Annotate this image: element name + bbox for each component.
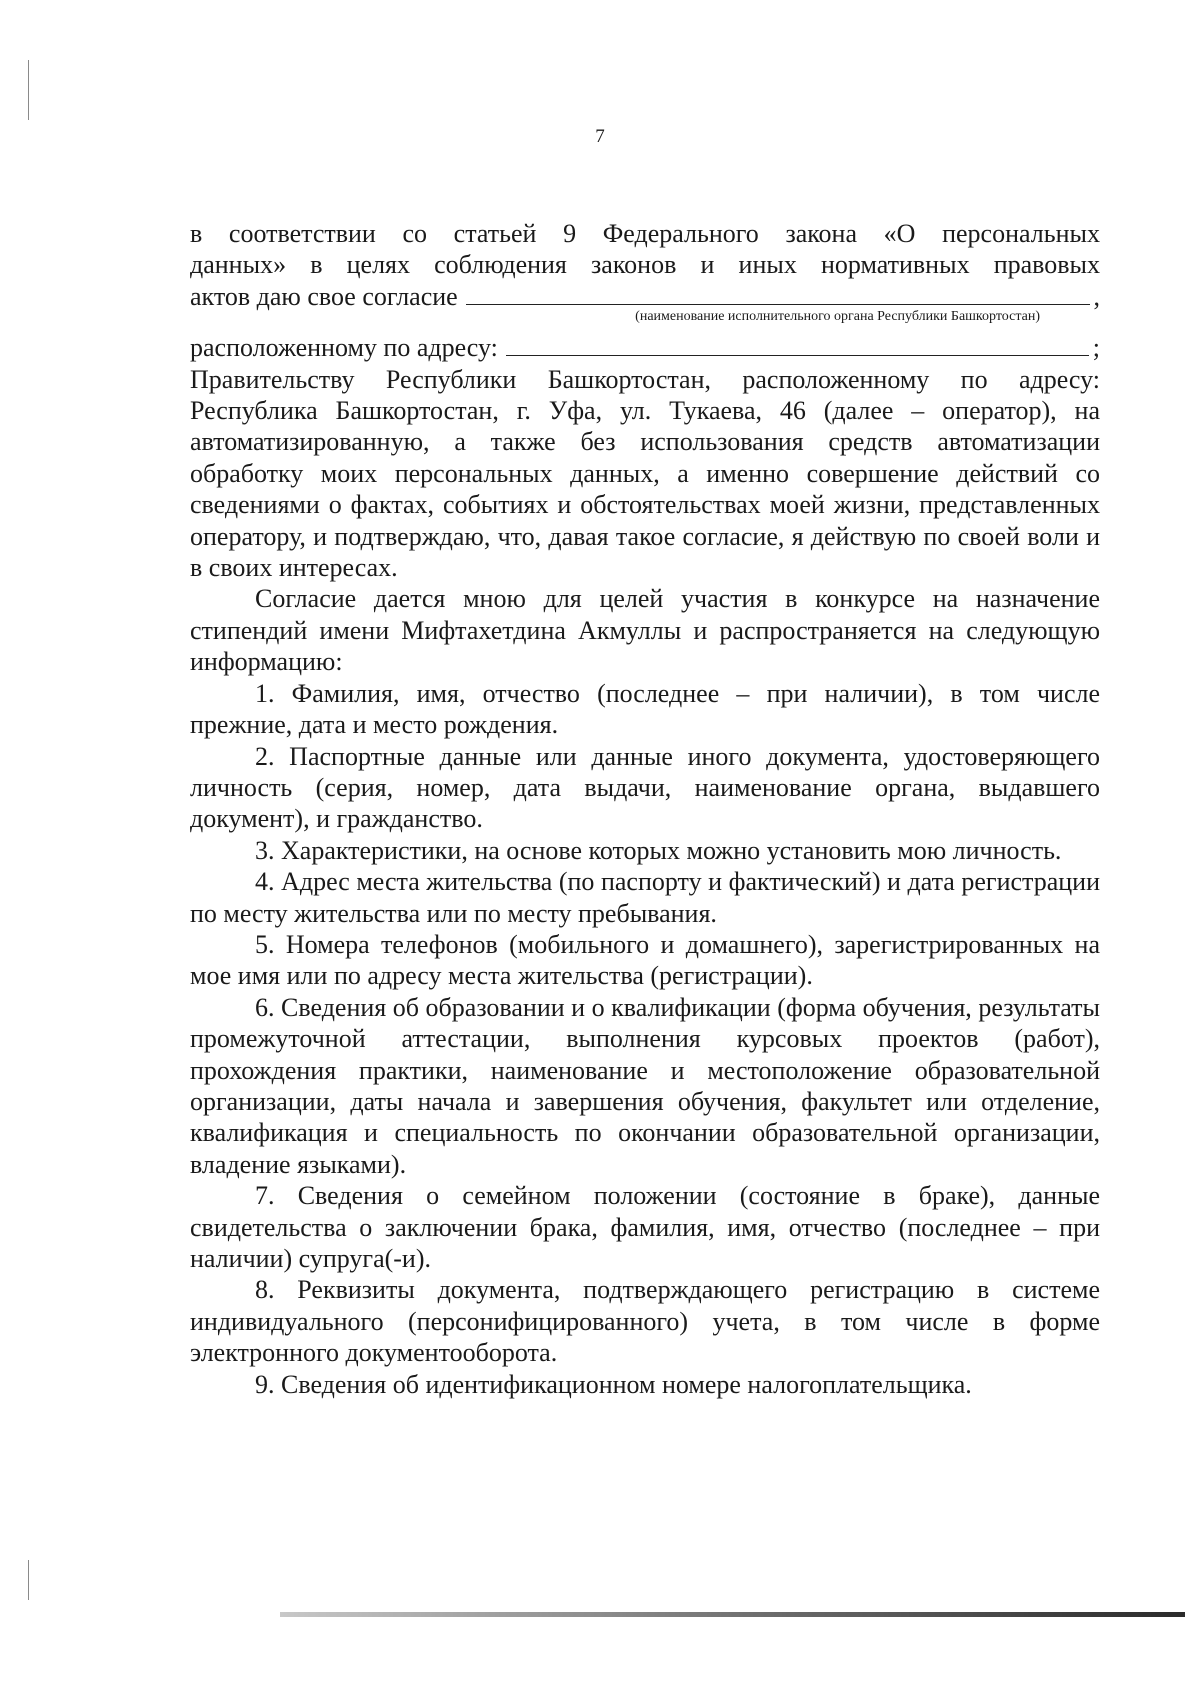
list-item: 2. Паспортные данные или данные иного документа, удостоверяющего личность (серия, номер, дата выдачи, наименование органа, выдавшего документ), и гражданство. [190, 741, 1100, 834]
purpose-paragraph: Согласие дается мною для целей участия в конкурсе на назначение стипендий имени Мифтахетдина Акмуллы и распространяется на следующую информацию: [190, 584, 1100, 677]
list-item: 7. Сведения о семейном положении (состояние в браке), данные свидетельства о заключении брака, фамилия, имя, отчество (последнее – при наличии) супруга(-и). [190, 1181, 1100, 1273]
scan-edge-mark [28, 60, 29, 120]
list-item: 6. Сведения об образовании и о квалификации (форма обучения, результаты промежуточной аттестации, выполнения курсовых проектов (работ), прохождения практики, наименование и местоположение образовательной организации, даты начала и завершения обучения, факультет или отделение, квалификация и специальность по окончании образовательной организации, владение языками). [190, 992, 1100, 1179]
intro-line-1: в соответствии со статьей 9 Федерального закона «О персональных [190, 219, 1100, 248]
list-item: 5. Номера телефонов (мобильного и домашнего), зарегистрированных на мое имя или по адресу места жительства (регистрации). [190, 929, 1100, 991]
consent-organ-blank[interactable] [466, 303, 1090, 305]
intro-paragraph: Правительству Республики Башкортостан, расположенному по адресу: Республика Башкортостан, г. Уфа, ул. Тукаева, 46 (далее – оператор), на автоматизированную, а также без использования средств автоматизации обработку моих персональных данных, а именно совершение действий со сведениями о фактах, событиях и обстоятельствах моей жизни, представленных оператору, и подтверждаю, что, давая такое согласие, я действую по своей воли и в своих интересах. [190, 364, 1100, 583]
list-item: 3. Характеристики, на основе которых можно установить мою личность. [255, 835, 1062, 865]
list-item: 1. Фамилия, имя, отчество (последнее – при наличии), в том числе прежние, дата и место рождения. [190, 678, 1100, 740]
document-body [190, 218, 1100, 1400]
address-blank[interactable] [506, 354, 1089, 356]
consent-organ-caption: (наименование исполнительного органа Республики Башкортостан) [635, 309, 1040, 325]
address-semicolon: ; [1092, 333, 1100, 363]
intro-line-2: данных» в целях соблюдения законов и иных нормативных правовых [190, 250, 1100, 280]
list-item: 4. Адрес места жительства (по паспорту и фактический) и дата регистрации по месту жительства или по месту пребывания. [190, 867, 1100, 928]
list-item: 8. Реквизиты документа, подтверждающего регистрацию в системе индивидуального (персонифицированного) учета, в том числе в форме электронного документооборота. [190, 1275, 1100, 1368]
consent-organ-comma: , [1093, 281, 1100, 311]
address-row [190, 332, 1100, 363]
list-item: 9. Сведения об идентификационном номере налогоплательщика. [255, 1369, 972, 1399]
consent-organ-label: актов даю свое согласие [190, 281, 458, 311]
address-label: расположенному по адресу: [190, 333, 498, 363]
scan-edge-mark [28, 1560, 29, 1600]
scan-bottom-edge [280, 1612, 1185, 1617]
page-number: 7 [595, 126, 605, 147]
